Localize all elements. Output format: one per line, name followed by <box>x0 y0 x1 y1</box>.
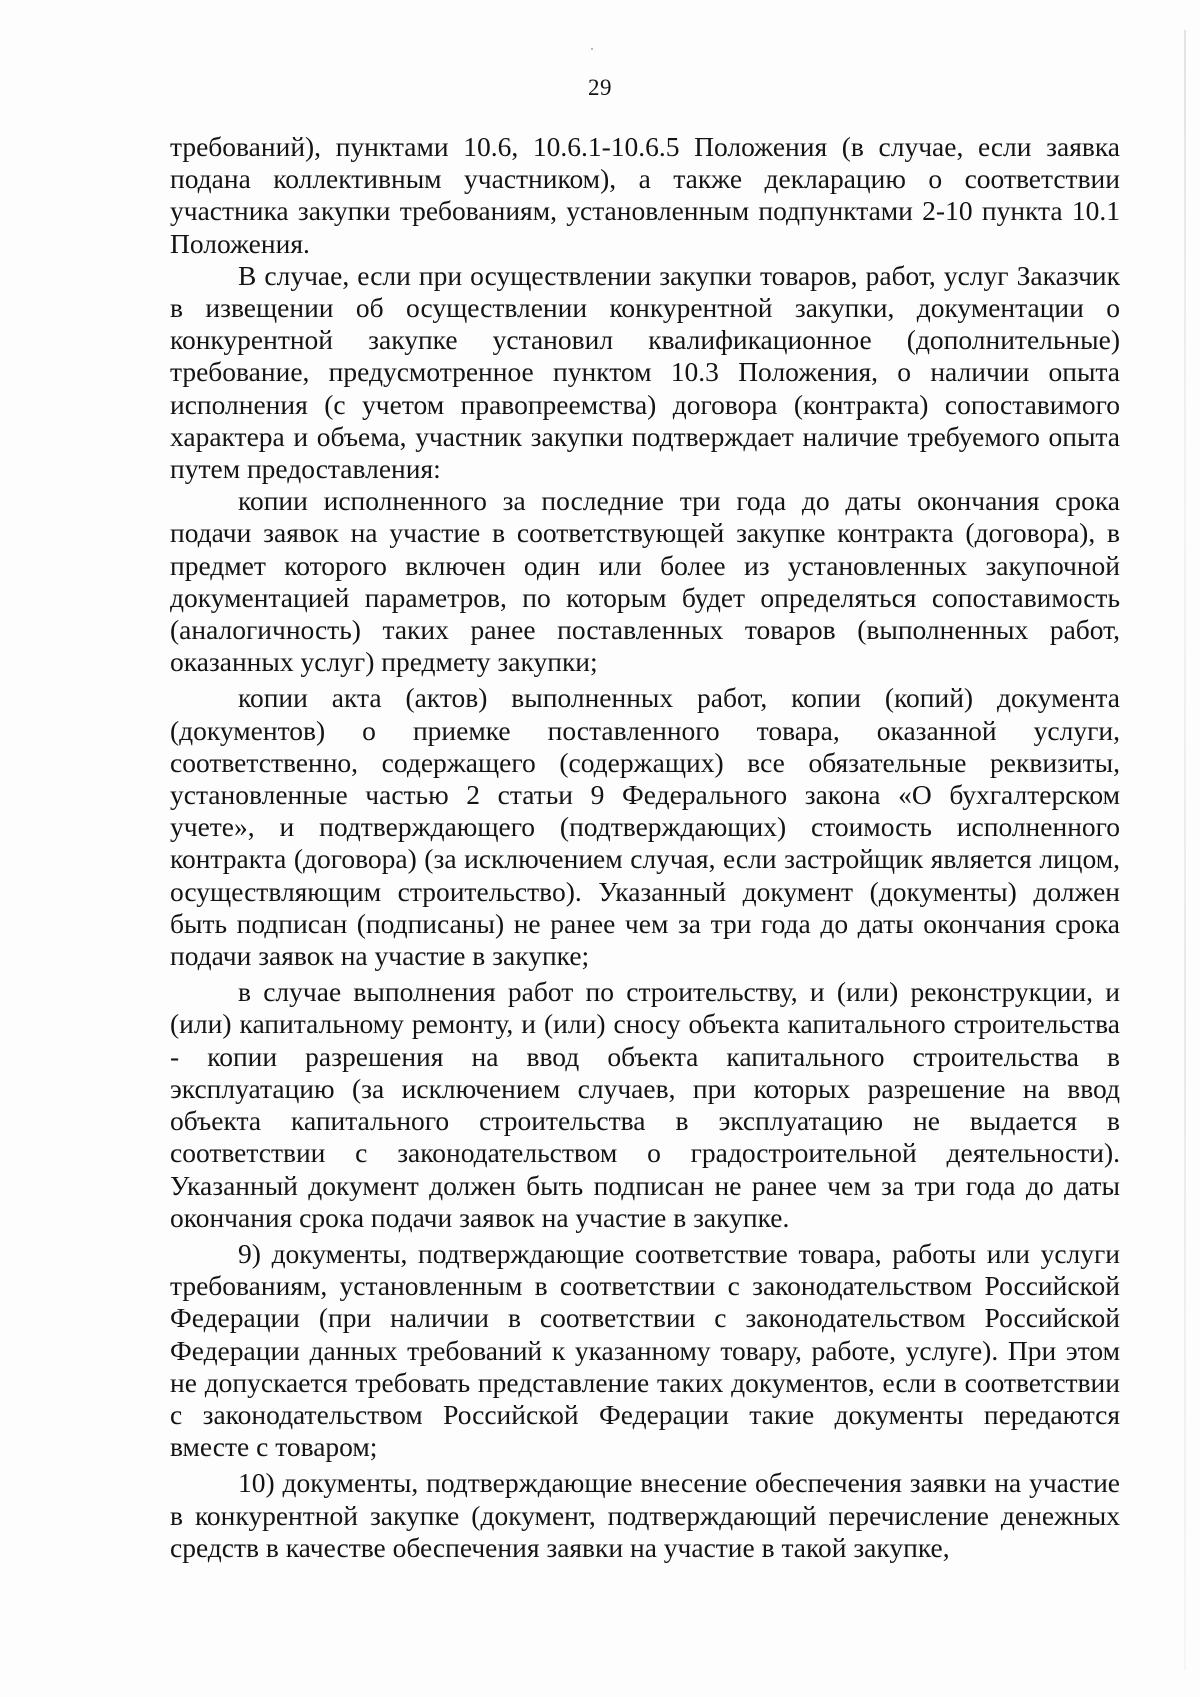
document-body <box>170 131 1120 1564</box>
scan-edge-shadow <box>1184 30 1186 1670</box>
list-item-10: 10) документы, подтверждающие внесение обеспечения заявки на участие в конкурентной закупке (документ, подтверждающий перечисление денежных средств в качестве обеспечения заявки на участие в такой закупке, <box>170 1467 1120 1563</box>
list-item-9: 9) документы, подтверждающие соответствие товара, работы или услуги требованиям, установленным в соответствии с законодательством Российской Федерации (при наличии в соответствии с законодательством Российской Федерации данных требований к указанному товару, работе, услуге). При этом не допускается требовать представление таких документов, если в соответствии с законодательством Российской Федерации такие документы передаются вместе с товаром; <box>170 1237 1120 1463</box>
scan-speck <box>591 48 593 50</box>
paragraph-act-copies: копии акта (актов) выполненных работ, копии (копий) документа (документов) о приемке поставленного товара, оказанной услуги, соответственно, содержащего (содержащих) все обязательные реквизиты, установленные частью 2 статьи 9 Федерального закона «О бухгалтерском учете», и подтверждающего (подтверждающих) стоимость исполненного контракта (договора) (за исключением случая, если застройщик является лицом, осуществляющим строительство). Указанный документ (документы) должен быть подписан (подписаны) не ранее чем за три года до даты окончания срока подачи заявок на участие в закупке; <box>170 682 1120 972</box>
paragraph-contract-copies: копии исполненного за последние три года до даты окончания срока подачи заявок на участие в соответствующей закупке контракта (договора), в предмет которого включен один или более из установленных закупочной документацией параметров, по которым будет определяться сопоставимость (аналогичность) таких ранее поставленных товаров (выполненных работ, оказанных услуг) предмету закупки; <box>170 485 1120 678</box>
paragraph-qualification-requirement: В случае, если при осуществлении закупки товаров, работ, услуг Заказчик в извещении об осуществлении конкурентной закупки, документации о конкурентной закупке установил квалификационное (дополнительные) требование, предусмотренное пунктом 10.3 Положения, о наличии опыта исполнения (с учетом правопреемства) договора (контракта) сопоставимого характера и объема, участник закупки подтверждает наличие требуемого опыта путем предоставления: <box>170 259 1120 485</box>
paragraph-construction-permit: в случае выполнения работ по строительству, и (или) реконструкции, и (или) капитальному ремонту, и (или) сносу объекта капитального строительства - копии разрешения на ввод объекта капитального строительства в эксплуатацию (за исключением случаев, при которых разрешение на ввод объекта капитального строительства в эксплуатацию не выдается в соответствии с законодательством о градостроительной деятельности). Указанный документ должен быть подписан не ранее чем за три года до даты окончания срока подачи заявок на участие в закупке. <box>170 976 1120 1233</box>
page-number: 29 <box>588 75 612 100</box>
paragraph-continuation: требований), пунктами 10.6, 10.6.1-10.6.5 Положения (в случае, если заявка подана коллективным участником), а также декларацию о соответствии участника закупки требованиям, установленным подпунктами 2-10 пункта 10.1 Положения. <box>170 131 1120 259</box>
